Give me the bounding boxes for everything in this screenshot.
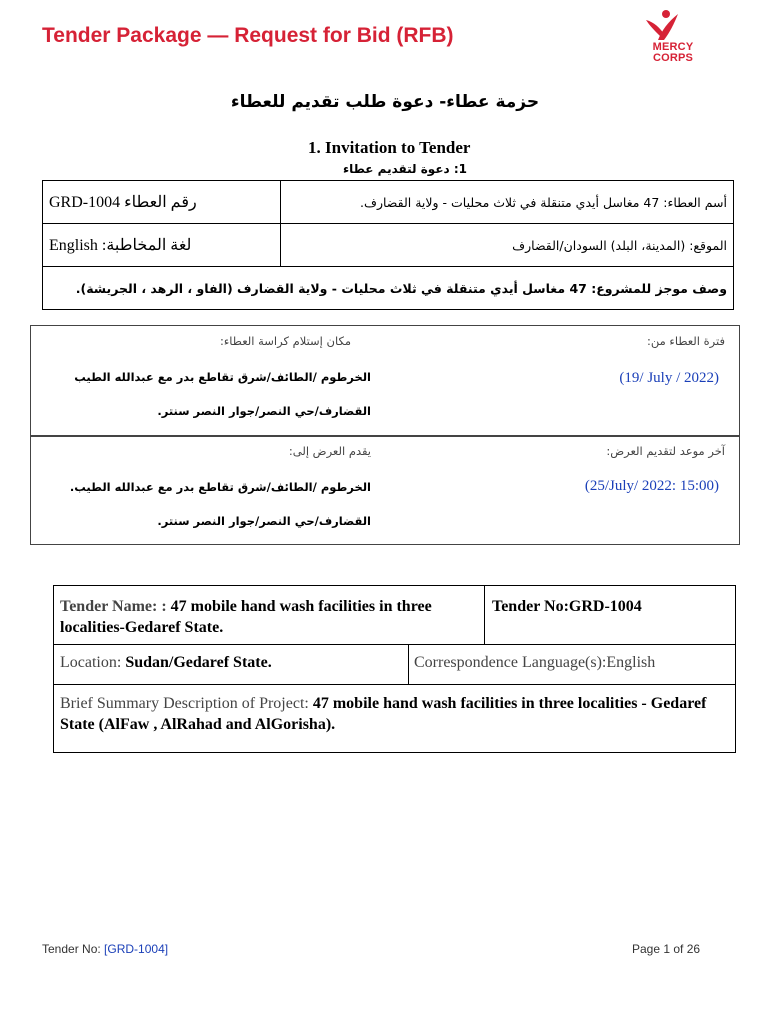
divider — [484, 586, 485, 644]
divider — [408, 644, 409, 684]
document-title: Tender Package — Request for Bid (RFB) — [42, 24, 454, 47]
summary-cell — [60, 693, 728, 735]
mercy-corps-logo — [618, 8, 728, 68]
tender-summary-table — [53, 585, 736, 753]
summary-ar-cell — [43, 267, 734, 310]
table-row — [43, 224, 734, 267]
summary-ar-text: وصف موجز للمشروع: 47 مغاسل أيدي متنقلة في ثلاث محليات - ولاية القضارف (الفاو ، الرهد ، الجريشة). — [75, 280, 727, 296]
location-ar-cell — [281, 224, 734, 267]
pickup-address-line2: القضارف/حي النصر/جوار النصر سنتر. — [157, 404, 371, 418]
tender-name-label: Tender Name: : — [60, 598, 171, 615]
period-value: (19/ July / 2022) — [619, 370, 719, 386]
language-text: English :لغة المخاطبة — [49, 237, 192, 254]
correspondence-language-value: English — [606, 654, 656, 671]
page-number: Page 1 of 26 — [632, 942, 701, 956]
table-row — [43, 181, 734, 224]
logo-text-line2: CORPS — [652, 52, 694, 64]
pickup-label: مكان إستلام كراسة العطاء: — [220, 334, 351, 348]
divider — [54, 684, 735, 685]
submit-address-line2: القضارف/حي النصر/جوار النصر سنتر. — [157, 514, 371, 528]
period-label: فترة العطاء من: — [646, 334, 725, 348]
tender-name-cell — [60, 596, 480, 638]
correspondence-language-label: Correspondence Language(s): — [414, 654, 607, 671]
tender-name-ar-cell — [281, 181, 734, 224]
submission-box — [30, 435, 740, 545]
invitation-table — [42, 180, 734, 310]
footer-tender-number — [42, 942, 168, 956]
tender-name-value: 47 mobile hand wash facilities in three localities-Gedaref State. — [60, 598, 432, 636]
location-ar-text: الموقع: (المدينة، البلد) السودان/القضارف — [512, 237, 727, 253]
pickup-address-line1: الخرطوم /الطائف/شرق تقاطع بدر مع عبدالله الطيب — [74, 370, 371, 384]
section-title: 1. Invitation to Tender — [308, 138, 471, 157]
submit-address-line1: الخرطوم /الطائف/شرق تقاطع بدر مع عبدالله الطيب. — [69, 480, 371, 494]
arabic-title: حزمة عطاء- دعوة طلب تقديم للعطاء — [230, 92, 540, 112]
tender-number-cell — [43, 181, 281, 224]
divider — [54, 644, 735, 645]
summary-label: Brief Summary Description of Project: — [60, 695, 313, 712]
location-cell — [60, 652, 400, 673]
location-label: Location: — [60, 654, 126, 671]
language-cell-2 — [414, 652, 732, 673]
tender-number-text: GRD-1004 رقم العطاء — [49, 194, 197, 211]
tender-no-text: Tender No:GRD-1004 — [492, 598, 642, 615]
language-cell — [43, 224, 281, 267]
tender-no-cell — [492, 596, 732, 617]
table-row — [43, 267, 734, 310]
logo-text-line1: MERCY — [652, 41, 694, 53]
footer-tender-value: [GRD-1004] — [104, 942, 169, 956]
summary-value: 47 mobile hand wash facilities in three localities - Gedaref State (AlFaw , AlRahad and AlGorisha). — [60, 695, 707, 733]
tender-period-box — [30, 325, 740, 437]
tender-name-ar-text: أسم العطاء: 47 مغاسل أيدي متنقلة في ثلاث محليات - ولاية القضارف. — [360, 194, 727, 210]
deadline-value: (25/July/ 2022: 15:00) — [584, 478, 719, 494]
section-arabic-subtitle: 1: دعوة لتقديم عطاء — [342, 162, 468, 176]
deadline-label: آخر موعد لتقديم العرض: — [606, 444, 725, 458]
footer-tender-label: Tender No: — [42, 942, 105, 956]
location-value: Sudan/Gedaref State. — [125, 654, 272, 671]
submit-label: يقدم العرض إلى: — [288, 444, 371, 458]
mercy-corps-emblem-icon — [618, 8, 728, 42]
